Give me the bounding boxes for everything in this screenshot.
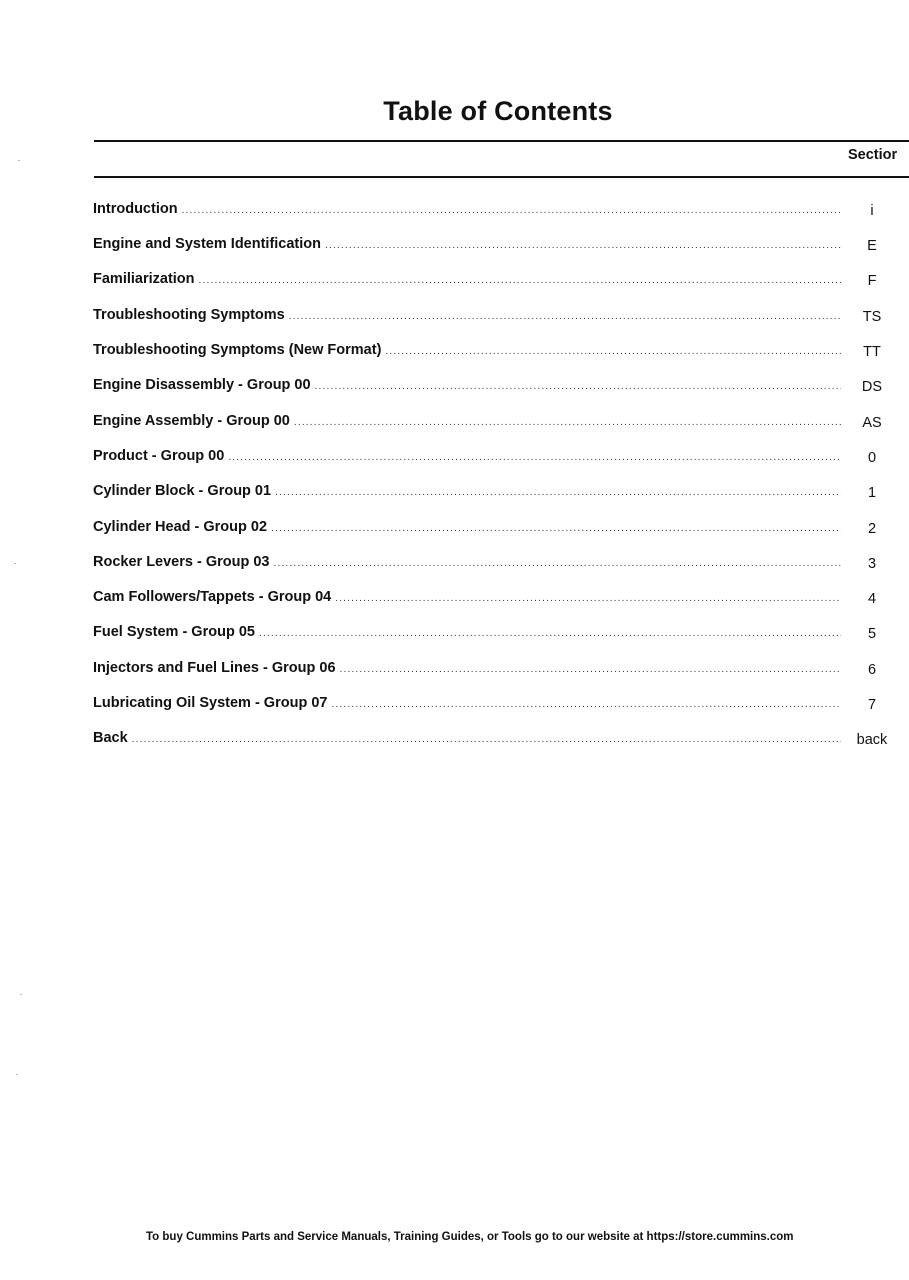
toc-entry-title: Back (93, 730, 128, 746)
toc-entry-familiarization[interactable] (93, 271, 841, 291)
toc-entry-title: Cylinder Head - Group 02 (93, 519, 268, 535)
toc-entry-section[interactable]: AS (862, 415, 882, 431)
toc-entry-engine-assembly[interactable] (93, 413, 841, 433)
toc-entry-troubleshooting-symptoms[interactable] (93, 307, 841, 327)
toc-entry-title: Engine Disassembly - Group 00 (93, 377, 311, 393)
toc-entry-section[interactable]: E (867, 238, 877, 254)
toc-entry-lubricating-oil-system[interactable] (93, 695, 841, 715)
toc-entry-section[interactable]: 7 (867, 697, 877, 713)
dot-leader (271, 524, 841, 534)
toc-entry-section[interactable]: 1 (867, 485, 877, 501)
toc-entry-title: Introduction (93, 201, 178, 217)
toc-entry-injectors-fuel-lines[interactable] (93, 660, 841, 680)
toc-entry-rocker-levers[interactable] (93, 554, 841, 574)
toc-entry-section[interactable]: DS (861, 379, 883, 395)
dot-leader (182, 206, 841, 216)
toc-entry-fuel-system[interactable] (93, 624, 841, 644)
toc-entry-section[interactable]: i (870, 203, 874, 219)
scan-speck (14, 563, 16, 564)
toc-entry-product[interactable] (93, 448, 841, 468)
toc-entry-title: Engine and System Identification (93, 236, 322, 252)
toc-entry-cylinder-block[interactable] (93, 483, 841, 503)
toc-entry-title: Fuel System - Group 05 (93, 624, 255, 640)
toc-entry-back[interactable] (93, 730, 841, 750)
dot-leader (325, 241, 841, 251)
section-column-header: Sectior (848, 147, 898, 163)
toc-entry-section[interactable]: 0 (867, 450, 877, 466)
toc-entry-section[interactable]: 2 (867, 521, 877, 537)
header-rule-bottom (94, 176, 909, 178)
dot-leader (294, 418, 841, 428)
toc-entry-title: Lubricating Oil System - Group 07 (93, 695, 328, 711)
toc-entry-section[interactable]: 5 (867, 626, 877, 642)
toc-entry-title: Engine Assembly - Group 00 (93, 413, 290, 429)
toc-entry-section[interactable]: F (867, 273, 877, 289)
toc-entry-section[interactable]: TS (862, 309, 882, 325)
dot-leader (132, 735, 841, 745)
dot-leader (274, 559, 842, 569)
toc-entry-title: Cam Followers/Tappets - Group 04 (93, 589, 332, 605)
toc-entry-title: Troubleshooting Symptoms (New Format) (93, 342, 382, 358)
scan-speck (20, 994, 22, 995)
header-rule-top (94, 140, 909, 142)
toc-entry-title: Product - Group 00 (93, 448, 225, 464)
toc-entry-cam-followers-tappets[interactable] (93, 589, 841, 609)
dot-leader (199, 276, 841, 286)
toc-entry-cylinder-head[interactable] (93, 519, 841, 539)
dot-leader (289, 312, 841, 322)
toc-entry-troubleshooting-symptoms-new-format[interactable] (93, 342, 841, 362)
dot-leader (315, 382, 841, 392)
store-link-footer[interactable]: To buy Cummins Parts and Service Manuals, Training Guides, or Tools go to our website at https://store.cummins.com (146, 1231, 794, 1243)
toc-entry-title: Troubleshooting Symptoms (93, 307, 285, 323)
scan-speck (16, 1074, 18, 1075)
toc-entry-title: Rocker Levers - Group 03 (93, 554, 270, 570)
toc-entry-title: Injectors and Fuel Lines - Group 06 (93, 660, 336, 676)
toc-entry-section[interactable]: 4 (867, 591, 877, 607)
toc-entry-engine-disassembly[interactable] (93, 377, 841, 397)
toc-entry-section[interactable]: TT (863, 344, 881, 360)
toc-entry-section[interactable]: 3 (867, 556, 877, 572)
toc-entry-title: Familiarization (93, 271, 195, 287)
dot-leader (228, 453, 841, 463)
toc-entry-engine-system-identification[interactable] (93, 236, 841, 256)
toc-entry-section[interactable]: 6 (867, 662, 877, 678)
dot-leader (340, 665, 841, 675)
dot-leader (331, 700, 841, 710)
scan-speck (18, 160, 20, 161)
dot-leader (335, 594, 841, 604)
dot-leader (385, 347, 841, 357)
page-title: Table of Contents (383, 96, 613, 126)
toc-entry-section[interactable]: back (856, 732, 888, 748)
dot-leader (275, 488, 841, 498)
toc-entry-introduction[interactable] (93, 201, 841, 221)
toc-entry-title: Cylinder Block - Group 01 (93, 483, 272, 499)
dot-leader (259, 629, 841, 639)
